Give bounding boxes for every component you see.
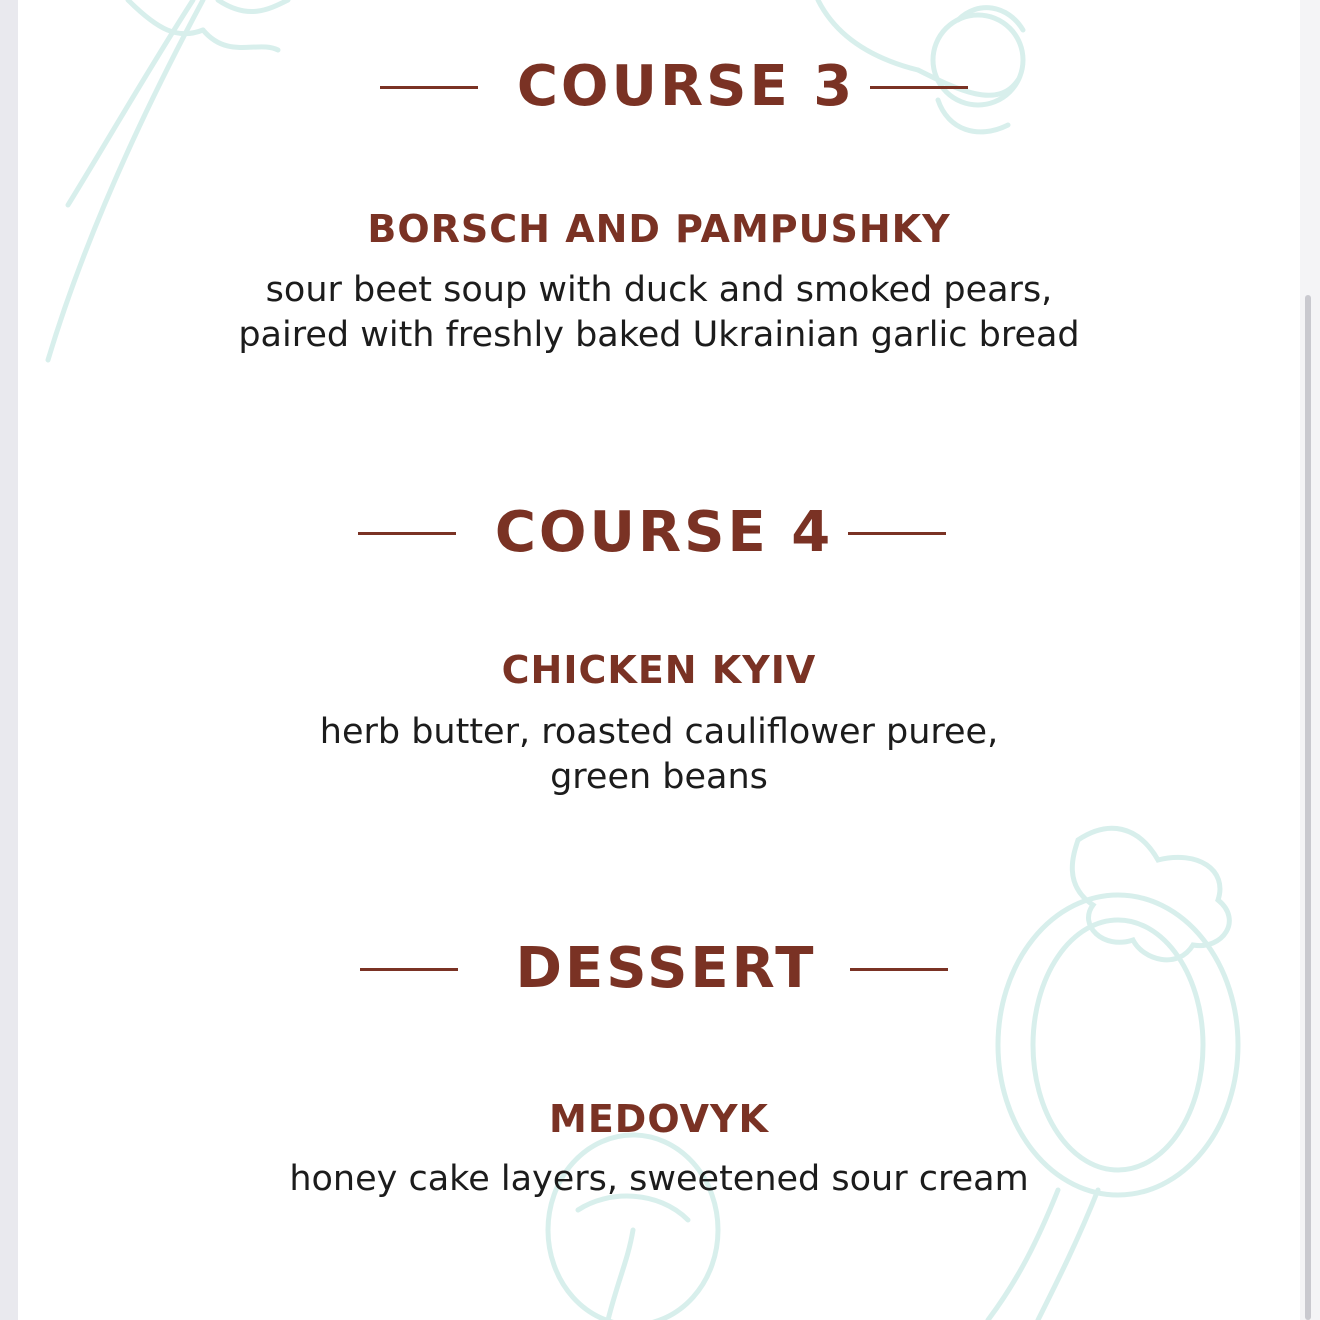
poppy-pod-illustration-bottom-icon bbox=[518, 800, 1300, 1320]
menu-page bbox=[18, 0, 1300, 1320]
dish-description-line: paired with freshly baked Ukrainian garlic bread bbox=[238, 315, 1080, 355]
section-title: COURSE 3 bbox=[516, 54, 856, 119]
dish-description-line: green beans bbox=[550, 757, 768, 797]
section-heading-dessert bbox=[18, 934, 1300, 1004]
heading-rule-left bbox=[360, 968, 458, 971]
dish-description-line: honey cake layers, sweetened sour cream bbox=[289, 1159, 1029, 1199]
heading-rule-right bbox=[870, 86, 968, 89]
dish-name-medovyk: MEDOVYK bbox=[549, 1097, 769, 1141]
scrollbar-thumb[interactable] bbox=[1305, 295, 1311, 1320]
section-heading-course-3 bbox=[18, 52, 1300, 122]
section-heading-course-4 bbox=[18, 498, 1300, 568]
heading-rule-right bbox=[848, 532, 946, 535]
scrollbar[interactable] bbox=[1300, 0, 1320, 1320]
dish-name-chicken-kyiv: CHICKEN KYIV bbox=[501, 648, 817, 692]
heading-rule-right bbox=[850, 968, 948, 971]
section-title: COURSE 4 bbox=[494, 500, 834, 565]
heading-rule-left bbox=[358, 532, 456, 535]
dish-description-line: herb butter, roasted cauliflower puree, bbox=[319, 712, 999, 752]
dish-description-line: sour beet soup with duck and smoked pears, bbox=[265, 270, 1053, 310]
section-title: DESSERT bbox=[515, 936, 817, 1001]
heading-rule-left bbox=[380, 86, 478, 89]
dish-name-borsch: BORSCH AND PAMPUSHKY bbox=[367, 207, 951, 251]
